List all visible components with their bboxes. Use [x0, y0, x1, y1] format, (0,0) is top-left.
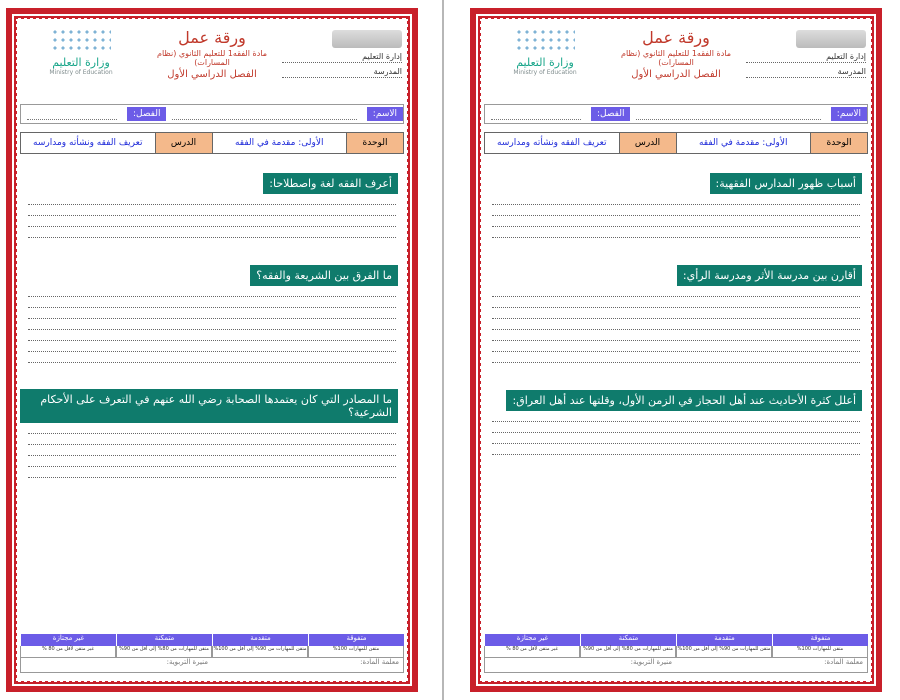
name-label: الاسم: — [831, 107, 867, 121]
header-right — [282, 30, 402, 78]
unit-label: الوحدة — [346, 133, 403, 153]
page-header — [484, 22, 868, 106]
page-header — [20, 22, 404, 106]
level-excellent: متفوقة — [308, 634, 404, 646]
question-text: ما المصادر التي كان يعتمدها الصحابة رضي الله عنهم في التعرف على الأحكام الشرعية؟ — [20, 389, 398, 423]
lesson-label: الدرس — [155, 133, 212, 153]
level-fail: غير مجتازة — [20, 634, 116, 646]
question-text: ما الفرق بين الشريعة والفقه؟ — [250, 265, 398, 286]
name-bar — [20, 104, 404, 124]
semester-label: الفصل الدراسي الأول — [167, 69, 257, 80]
supervisor-signature[interactable]: منيرة التربوية: — [630, 658, 672, 666]
moe-logo-icon — [51, 28, 111, 52]
question-2 — [20, 264, 404, 363]
level-advanced: متقدمة — [212, 634, 308, 646]
class-label: الفصل: — [591, 107, 630, 121]
header-right — [746, 30, 866, 78]
class-field[interactable] — [27, 109, 117, 120]
moe-logo-icon — [515, 28, 575, 52]
admin-line: إدارة التعليم — [282, 52, 402, 63]
level-excellent: متفوقة — [772, 634, 868, 646]
header-left — [26, 28, 136, 76]
level-proficient-detail[interactable]: متقن للمهارات من 80% إلى أقل من 90% — [580, 646, 676, 658]
class-label: الفصل: — [127, 107, 166, 121]
unit-label: الوحدة — [810, 133, 867, 153]
level-proficient-detail[interactable]: متقن للمهارات من 80% إلى أقل من 90% — [116, 646, 212, 658]
answer-lines[interactable] — [20, 433, 404, 478]
header-center — [604, 28, 748, 80]
class-field[interactable] — [491, 109, 581, 120]
worksheet-title: ورقة عمل — [178, 28, 246, 47]
level-fail-detail[interactable]: غير متقن لأقل من 80 % — [484, 646, 580, 658]
answer-lines[interactable] — [484, 421, 868, 455]
level-fail-detail[interactable]: غير متقن لأقل من 80 % — [20, 646, 116, 658]
name-label: الاسم: — [367, 107, 403, 121]
school-line: المدرسة — [282, 67, 402, 78]
level-advanced-detail[interactable]: متقن للمهارات من 90% إلى أقل من 100% — [212, 646, 308, 658]
semester-label: الفصل الدراسي الأول — [631, 69, 721, 80]
unit-value: الأولى: مقدمة في الفقه — [212, 133, 347, 153]
question-3 — [20, 389, 404, 478]
ministry-crest-icon — [332, 30, 402, 48]
lesson-value: تعريف الفقه ونشأته ومدارسه — [497, 138, 607, 148]
question-1 — [484, 172, 868, 238]
level-fail: غير مجتازة — [484, 634, 580, 646]
page-gap — [430, 0, 460, 700]
question-1 — [20, 172, 404, 238]
level-advanced-detail[interactable]: متقن للمهارات من 90% إلى أقل من 100% — [676, 646, 772, 658]
level-advanced: متقدمة — [676, 634, 772, 646]
name-bar — [484, 104, 868, 124]
rating-footer — [20, 634, 404, 678]
lesson-label: الدرس — [619, 133, 676, 153]
question-text: أسباب ظهور المدارس الفقهية: — [710, 173, 862, 194]
moe-en: Ministry of Education — [513, 69, 577, 76]
question-text: أعرف الفقه لغة واصطلاحا: — [263, 173, 398, 194]
header-left — [490, 28, 600, 76]
header-center — [140, 28, 284, 80]
moe-name: وزارة التعليم — [52, 56, 110, 69]
level-excellent-detail[interactable]: متقن للمهارات 100% — [308, 646, 404, 658]
rating-footer — [484, 634, 868, 678]
lesson-info — [20, 132, 404, 154]
answer-lines[interactable] — [20, 204, 404, 238]
name-field[interactable] — [172, 109, 356, 120]
school-line: المدرسة — [746, 67, 866, 78]
question-3 — [484, 389, 868, 455]
unit-value: الأولى: مقدمة في الفقه — [676, 133, 811, 153]
supervisor-signature[interactable]: منيرة التربوية: — [166, 658, 208, 666]
level-excellent-detail[interactable]: متقن للمهارات 100% — [772, 646, 868, 658]
worksheet-subtitle: مادة الفقه1 للتعليم الثانوي (نظام المسارات) — [621, 49, 731, 67]
worksheet-title: ورقة عمل — [642, 28, 710, 47]
worksheet-subtitle: مادة الفقه1 للتعليم الثانوي (نظام المسارات) — [157, 49, 267, 67]
lesson-value: تعريف الفقه ونشأته ومدارسه — [33, 138, 143, 148]
answer-lines[interactable] — [484, 296, 868, 363]
question-text: أعلل كثرة الأحاديث عند أهل الحجاز في الزمن الأول، وقلتها عند أهل العراق: — [506, 390, 862, 411]
answer-lines[interactable] — [20, 296, 404, 363]
question-text: أقارن بين مدرسة الأثر ومدرسة الرأي: — [677, 265, 862, 286]
answer-lines[interactable] — [484, 204, 868, 238]
level-proficient: متمكنة — [580, 634, 676, 646]
moe-en: Ministry of Education — [49, 69, 113, 76]
teacher-signature[interactable]: معلمة المادة: — [360, 658, 399, 666]
admin-line: إدارة التعليم — [746, 52, 866, 63]
level-proficient: متمكنة — [116, 634, 212, 646]
worksheet-page-right — [470, 8, 882, 692]
worksheet-page-left — [6, 8, 418, 692]
ministry-crest-icon — [796, 30, 866, 48]
question-2 — [484, 264, 868, 363]
moe-name: وزارة التعليم — [516, 56, 574, 69]
teacher-signature[interactable]: معلمة المادة: — [824, 658, 863, 666]
page-separator — [442, 0, 444, 700]
lesson-info — [484, 132, 868, 154]
name-field[interactable] — [636, 109, 820, 120]
